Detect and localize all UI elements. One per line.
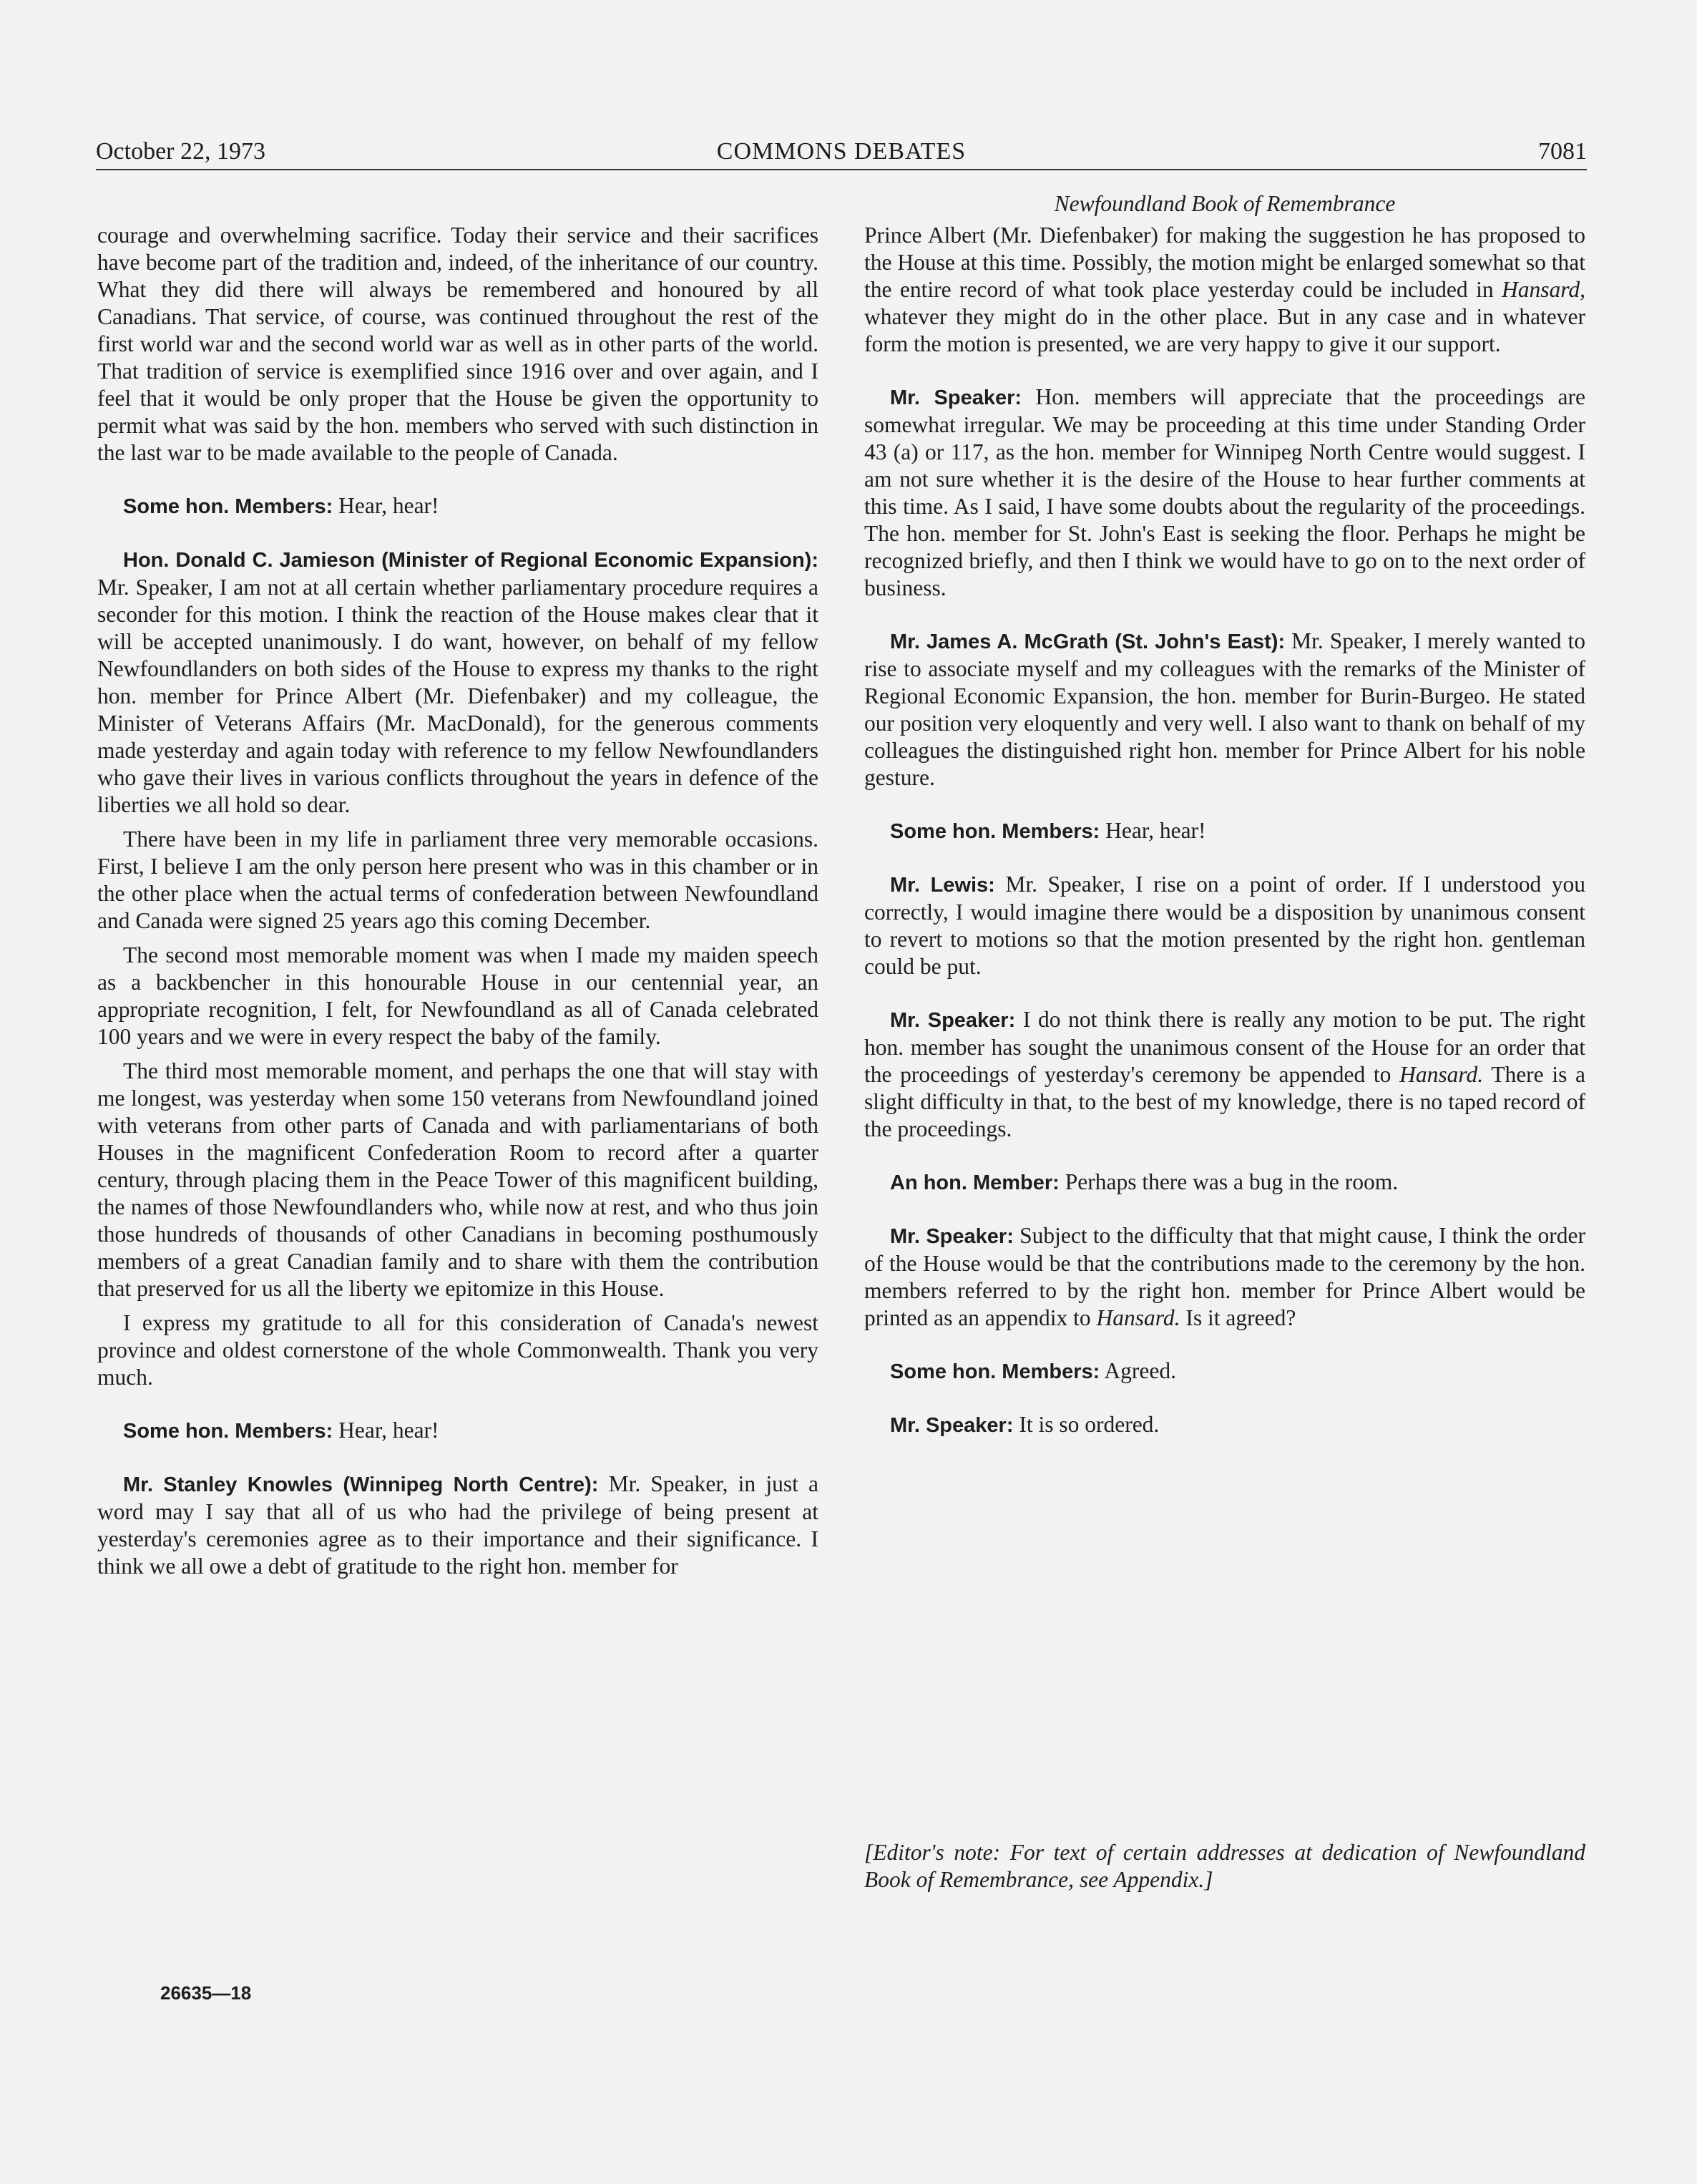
speaker-name: Hon. Donald C. Jamieson (Minister of Regional Economic Expansion): xyxy=(123,549,818,572)
speech-text: Perhaps there was a bug in the room. xyxy=(1059,1169,1399,1194)
paragraph: There have been in my life in parliament three very memorable occasions. First, I believe I am the only person here present who was in this chamber or in the other place when the actual terms of confederation between Newfoundland and Canada were signed 25 years ago this coming December. xyxy=(97,827,818,933)
speaker-name: Mr. Lewis: xyxy=(890,874,995,897)
speaker-name: Mr. James A. McGrath (St. John's East): xyxy=(890,630,1286,653)
left-column xyxy=(97,222,818,1580)
paragraph xyxy=(864,1411,1585,1439)
paragraph xyxy=(97,1417,818,1445)
paragraph xyxy=(864,1222,1585,1332)
speech-text: Subject to the difficulty that that might cause, I think the order of the House would be that the contributions made to the ceremony by the hon. members referred to by the right hon. member for Prince Albert would be printed as an appendix to xyxy=(864,1223,1585,1330)
hansard-italic: Hansard, xyxy=(1502,277,1585,302)
hansard-italic: Hansard. xyxy=(1096,1305,1180,1330)
paragraph xyxy=(864,222,1585,358)
speech-text: Mr. Speaker, I am not at all certain whether parliamentary procedure requires a seconder for this motion. I think the reaction of the House makes clear that it will be accepted unanimously. I do want, however, on behalf of my fellow Newfoundlanders on both sides of the House to express my thanks to the right hon. member for Prince Albert (Mr. Diefenbaker) and my colleague, the Minister of Veterans Affairs (Mr. MacDonald), for the generous comments made yesterday and again today with reference to my fellow Newfoundlanders who gave their lives in various conflicts throughout the years in defence of the liberties we all hold so dear. xyxy=(97,575,818,817)
speech-text: Hear, hear! xyxy=(333,1418,439,1443)
speech-text: Hear, hear! xyxy=(1100,818,1206,843)
speaker-name: Mr. Speaker: xyxy=(890,1225,1014,1248)
speech-text: Hon. members will appreciate that the proceedings are somewhat irregular. We may be proceeding at this time under Standing Order 43 (a) or 117, as the hon. member for Winnipeg North Centre would suggest. I am not sure whether it is the desire of the House to hear further comments at this time. As I said, I have some doubts about the regularity of the proceedings. The hon. member for St. John's East is seeking the floor. Perhaps he might be recognized briefly, and then I think we would have to go on to the next order of business. xyxy=(864,384,1585,600)
speaker-name: Some hon. Members: xyxy=(123,495,333,518)
footer-code: 26635—18 xyxy=(160,1982,252,2004)
speech-text: Hear, hear! xyxy=(333,493,439,518)
speech-text: It is so ordered. xyxy=(1013,1412,1160,1437)
paragraph xyxy=(97,1471,818,1580)
speaker-name: Mr. Speaker: xyxy=(890,386,1022,409)
paragraph: The third most memorable moment, and perhaps the one that will stay with me longest, was yesterday when some 150 veterans from Newfoundland joined with veterans from other parts of Canada and with parliamentarians of both Houses in the magnificent Confederation Room to record after a quarter century, through placing them in the Peace Tower of this magnificent building, the names of those Newfoundlanders who, while now at rest, and who thus join those hundreds of thousands of other Canadians in becoming posthumously members of a great Canadian family and to share with them the contribution that preserved for us all the liberty we epitomize in this House. xyxy=(97,1058,818,1301)
speaker-name: Mr. Stanley Knowles (Winnipeg North Centre): xyxy=(123,1473,599,1496)
editor-note: [Editor's note: For text of certain addresses at dedication of Newfoundland Book of Remembrance, see Appendix.] xyxy=(864,1840,1585,1892)
paragraph xyxy=(864,817,1585,845)
speaker-name: Some hon. Members: xyxy=(123,1420,333,1443)
speech-text: Mr. Speaker, I rise on a point of order. If I understood you correctly, I would imagine there would be a disposition by unanimous consent to revert to motions so that the motion presented by the right hon. gentleman could be put. xyxy=(864,872,1585,979)
speech-text: Agreed. xyxy=(1100,1358,1176,1383)
paragraph: I express my gratitude to all for this consideration of Canada's newest province and oldest cornerstone of the whole Commonwealth. Thank you very much. xyxy=(97,1310,818,1390)
page-header xyxy=(96,136,1587,170)
paragraph xyxy=(864,628,1585,791)
paragraph xyxy=(97,546,818,819)
paragraph xyxy=(864,1006,1585,1143)
speaker-name: Mr. Speaker: xyxy=(890,1414,1014,1437)
right-column xyxy=(864,222,1585,1439)
speech-text: Prince Albert (Mr. Diefenbaker) for making the suggestion he has proposed to the House at this time. Possibly, the motion might be enlarged somewhat so that the entire record of what took place yesterday could be included in xyxy=(864,223,1585,302)
header-title: COMMONS DEBATES xyxy=(716,138,967,165)
paragraph xyxy=(97,492,818,520)
speech-text: There is a slight difficulty in that, to the best of my knowledge, there is no taped record of the proceedings. xyxy=(864,1062,1586,1141)
paragraph: courage and overwhelming sacrifice. Today their service and their sacrifices have become part of the tradition and, indeed, of the inheritance of our country. What they did there will always be remembered and honoured by all Canadians. That service, of course, was continued throughout the rest of the first world war and the second world war as well as in other parts of the world. That tradition of service is exemplified since 1916 over and over again, and I feel that it would be only proper that the House be given the opportunity to permit what was said by the hon. members who served with such distinction in the last war to be made available to the people of Canada. xyxy=(97,223,818,465)
speaker-name: Some hon. Members: xyxy=(890,1360,1100,1383)
header-page-number: 7081 xyxy=(1538,138,1587,165)
speaker-name: An hon. Member: xyxy=(890,1171,1060,1194)
hansard-italic: Hansard. xyxy=(1399,1062,1484,1087)
header-date: October 22, 1973 xyxy=(96,138,266,165)
paragraph xyxy=(864,1169,1585,1196)
speech-text: I do not think there is really any motion to be put. The right hon. member has sought the unanimous consent of the House for an order that the proceedings of yesterday's ceremony be appended to xyxy=(864,1007,1585,1087)
paragraph: The second most memorable moment was when I made my maiden speech as a backbencher in this honourable House in our centennial year, an appropriate recognition, I felt, for Newfoundland as all of Canada celebrated 100 years and we were in every respect the baby of the family. xyxy=(97,942,818,1049)
paragraph xyxy=(864,1357,1585,1385)
paragraph xyxy=(864,384,1585,602)
speech-text: Mr. Speaker, I merely wanted to rise to associate myself and my colleagues with the remarks of the Minister of Regional Economic Expansion, the hon. member for Burin-Burgeo. He stated our position very eloquently and very well. I also want to thank on behalf of my colleagues the distinguished right hon. member for Prince Albert for his noble gesture. xyxy=(864,628,1585,790)
speaker-name: Mr. Speaker: xyxy=(890,1009,1016,1032)
speech-text: whatever they might do in the other place. But in any case and in whatever form the motion is presented, we are very happy to give it our support. xyxy=(864,304,1585,356)
speech-text: Is it agreed? xyxy=(1180,1305,1296,1330)
speaker-name: Some hon. Members: xyxy=(890,820,1100,843)
speech-text: Mr. Speaker, in just a word may I say that all of us who had the privilege of being present at yesterday's ceremonies agree as to their importance and their significance. I think we all owe a debt of gratitude to the right hon. member for xyxy=(97,1471,818,1579)
paragraph xyxy=(864,871,1585,980)
running-head: Newfoundland Book of Remembrance xyxy=(1054,191,1396,216)
